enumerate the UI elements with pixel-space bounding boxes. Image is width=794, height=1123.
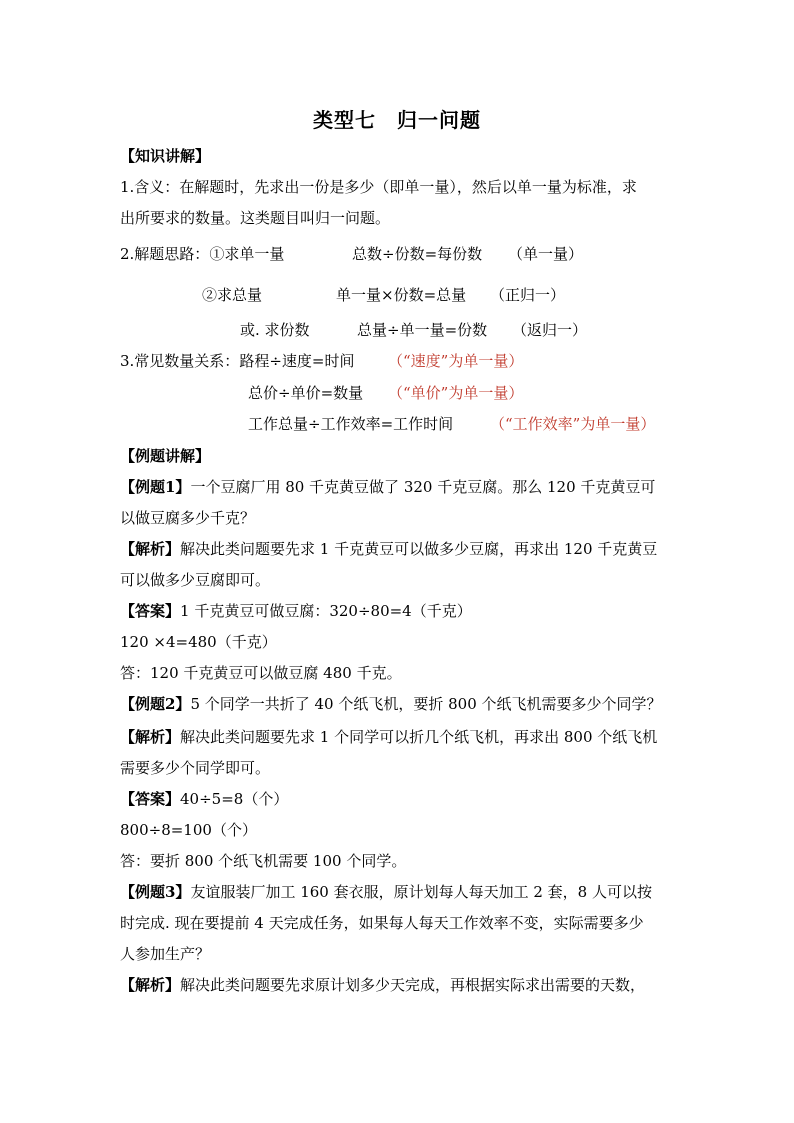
example2-analysis-line-1	[120, 727, 657, 747]
example2-tag: 【例题2】	[120, 695, 191, 713]
step3-label: 或. 求份数	[240, 321, 310, 339]
example2-a1: 解决此类问题要先求 1 个同学可以折几个纸飞机，再求出 800 个纸飞机	[180, 728, 658, 746]
definition-line-2: 出所要求的数量。这类题目叫归一问题。	[120, 209, 391, 227]
relation-3-note: （“工作效率”为单一量）	[490, 415, 656, 433]
example1-analysis-line-2: 可以做多少豆腐即可。	[120, 571, 271, 589]
example1-answer-line-3: 答：120 千克黄豆可以做豆腐 480 千克。	[120, 664, 402, 682]
example3-a1: 解决此类问题要先求原计划多少天完成，再根据实际求出需要的天数，	[180, 976, 646, 994]
example1-tag: 【例题1】	[120, 478, 191, 496]
step1-label: ①求单一量	[209, 245, 285, 263]
relations-prefix: 3.常见数量关系：	[120, 352, 240, 370]
step2-formula: 单一量×份数=总量	[336, 286, 467, 304]
step3-formula: 总量÷单一量=份数	[357, 321, 488, 339]
example1-ans1: 1 千克黄豆可做豆腐：320÷80=4（千克）	[180, 602, 472, 620]
step1-note: （单一量）	[508, 245, 584, 263]
page-title: 类型七 归一问题	[313, 108, 481, 132]
step2-label: ②求总量	[202, 286, 263, 304]
example3-analysis-tag: 【解析】	[120, 976, 181, 994]
example2-analysis-line-2: 需要多少个同学即可。	[120, 759, 271, 777]
step1-formula: 总数÷份数=每份数	[352, 245, 483, 263]
example2-q1: 5 个同学一共折了 40 个纸飞机，要折 800 个纸飞机需要多少个同学？	[190, 695, 662, 713]
example3-analysis-line-1	[120, 975, 645, 995]
example1-answer-line-1	[120, 601, 472, 621]
definition-line-1: 1.含义：在解题时，先求出一份是多少（即单一量），然后以单一量为标准，求	[120, 178, 637, 196]
relations-row-1	[120, 351, 354, 371]
example3-question-line-2: 时完成. 现在要提前 4 天完成任务，如果每人每天工作效率不变，实际需要多少	[120, 914, 644, 932]
example2-answer-line-2: 800÷8=100（个）	[120, 821, 257, 839]
steps-row-1	[120, 244, 284, 264]
example1-analysis-line-1	[120, 539, 657, 559]
example1-analysis-tag: 【解析】	[120, 540, 181, 558]
example2-answer-line-3: 答：要折 800 个纸飞机需要 100 个同学。	[120, 852, 407, 870]
step2-note: （正归一）	[490, 286, 566, 304]
example3-question-line-1	[120, 882, 652, 902]
example2-question-line-1	[120, 694, 662, 714]
examples-header: 【例题讲解】	[120, 447, 211, 465]
relation-1: 路程÷速度=时间	[239, 352, 355, 370]
example2-ans1: 40÷5=8（个）	[180, 790, 289, 808]
example2-answer-tag: 【答案】	[120, 790, 181, 808]
relation-2: 总价÷单价=数量	[248, 384, 364, 402]
relation-1-note: （“速度”为单一量）	[388, 352, 524, 370]
example3-q1: 友谊服装厂加工 160 套衣服，原计划每人每天加工 2 套，8 人可以按	[190, 883, 652, 901]
example2-analysis-tag: 【解析】	[120, 728, 181, 746]
example1-answer-tag: 【答案】	[120, 602, 181, 620]
relation-3: 工作总量÷工作效率=工作时间	[248, 415, 454, 433]
example1-a1: 解决此类问题要先求 1 千克黄豆可以做多少豆腐，再求出 120 千克黄豆	[180, 540, 658, 558]
step3-note: （返归一）	[512, 321, 588, 339]
example3-tag: 【例题3】	[120, 883, 191, 901]
example1-question-line-2: 以做豆腐多少千克？	[120, 509, 256, 527]
knowledge-header: 【知识讲解】	[120, 147, 211, 165]
example1-question-line-1	[120, 477, 655, 497]
example2-answer-line-1	[120, 789, 288, 809]
steps-prefix: 2.解题思路：	[120, 245, 210, 263]
example3-question-line-3: 人参加生产？	[120, 945, 211, 963]
example1-answer-line-2: 120 ×4=480（千克）	[120, 633, 277, 651]
example1-q1: 一个豆腐厂用 80 千克黄豆做了 320 千克豆腐。那么 120 千克黄豆可	[190, 478, 656, 496]
relation-2-note: （“单价”为单一量）	[388, 384, 524, 402]
